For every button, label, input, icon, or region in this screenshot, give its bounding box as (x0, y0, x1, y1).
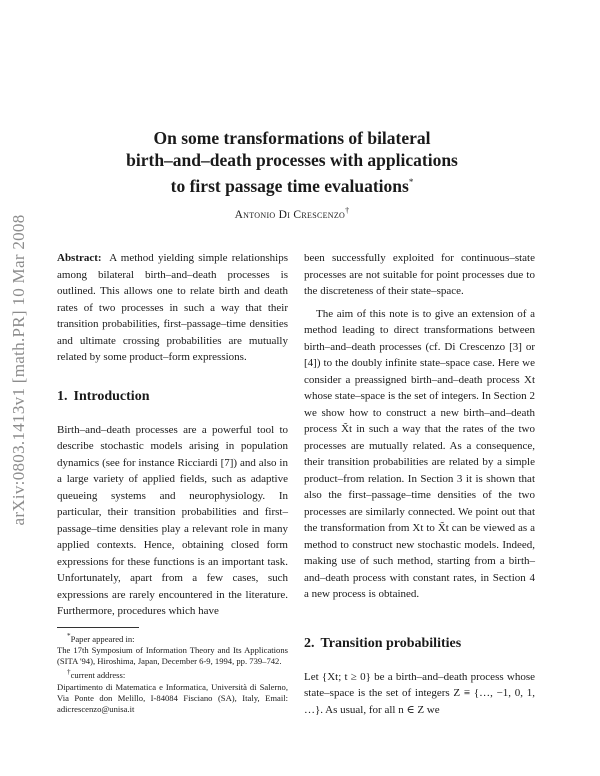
section-title: Transition probabilities (320, 635, 462, 651)
arxiv-identifier-stamp (6, 180, 32, 560)
paper-title (90, 127, 494, 197)
footnote-1-text: The 17th Symposium of Information Theory and Its Applications (SITA '94), Hiroshima, Japan, December 6-9, 1994, pp. 739–742. (57, 645, 288, 667)
section-heading-transition-probabilities (304, 635, 535, 653)
abstract (57, 250, 288, 366)
abstract-text: A method yielding simple relationships among bilateral birth–and–death processes is outlined. This allows one to relate birth and death rates of two processes in such a way that their transition probabilities, first–passage–time densities and ultimate crossing probabilities are mutually related by some product–form expressions. (57, 252, 288, 363)
section-number: 2. (304, 635, 315, 651)
footnote-2-heading (57, 667, 288, 681)
intro-paragraph-1: Birth–and–death processes are a powerful tool to describe stochastic models arising in population dynamics (see for instance Ricciardi [7]) and also in a large variety of applied fields, such as adaptive queueing systems and neurophysiology. In particular, their transition probabilities and first–passage–time densities play a relevant role in many applied contexts. Hence, obtaining closed form expressions for these functions is an important task. Unfortunately, apart from a few cases, such expressions are rarely encountered in the literature. Furthermore, procedures which have (57, 423, 288, 617)
footnote-1-heading (57, 631, 288, 645)
title-line-2: birth–and–death processes with applications (126, 150, 458, 170)
footnote-1-mark: * (67, 632, 71, 640)
footnote-rule (57, 627, 139, 628)
section-number: 1. (57, 388, 68, 404)
author-name (90, 206, 494, 221)
footnote-2-text: Dipartimento di Matematica e Informatica, Università di Salerno, Via Ponte don Melillo, I-84084 Fisciano (SA), Italy, Email: adicrescenzo@unisa.it (57, 681, 288, 714)
transition-paragraph-1: Let {Xt; t ≥ 0} be a birth–and–death process whose state–space is the set of integers Z ≡ {…, −1, 0, 1, …}. As usual, for all n ∈ Z we (304, 670, 535, 716)
title-line-3: to first passage time evaluations (170, 175, 409, 196)
intro-paragraph-2: The aim of this note is to give an extension of a method leading to direct transformations between birth–and–death processes (cf. Di Crescenzo [3] or [4]) to the doubly infinite state–space case. Here we consider a preassigned birth–and–death process Xt whose state–space is the set of integers. In Section 2 we show how to construct a new birth–and–death process X̃t in such a way that the rates of the two processes are mutually related. As a consequence, their transition probabilities are related by a simple product–from relation. In Section 3 it is shown that also the first–passage–time densities of the two processes are similarly connected. We point out that the transformation from Xt to X̃t can be viewed as a method to construct new stochastic models. Indeed, making use of such method, starting from a birth–and–death process with constant rates, in Section 4 a new process is obtained. (304, 307, 535, 600)
footnote-1-lead: Paper appeared in: (70, 633, 135, 644)
intro-paragraph-1-continued: been successfully exploited for continuous–state processes are not suitable for point processes due to the discreteness of their state–space. (304, 252, 535, 297)
footnote-2-mark: † (67, 668, 71, 677)
section-title: Introduction (73, 388, 150, 404)
right-column (304, 250, 535, 718)
left-column (57, 250, 288, 620)
abstract-label: Abstract: (57, 252, 102, 264)
author-footnote-mark: † (345, 206, 350, 215)
arxiv-stamp-text: arXiv:0803.1413v1 [math.PR] 10 Mar 2008 (9, 214, 28, 526)
footnotes (57, 627, 288, 715)
author-text: Antonio Di Crescenzo (234, 208, 346, 221)
title-line-1: On some transformations of bilateral (153, 128, 431, 148)
footnote-2-lead: current address: (70, 670, 126, 681)
section-heading-introduction (57, 388, 288, 406)
title-footnote-mark: * (408, 177, 414, 187)
